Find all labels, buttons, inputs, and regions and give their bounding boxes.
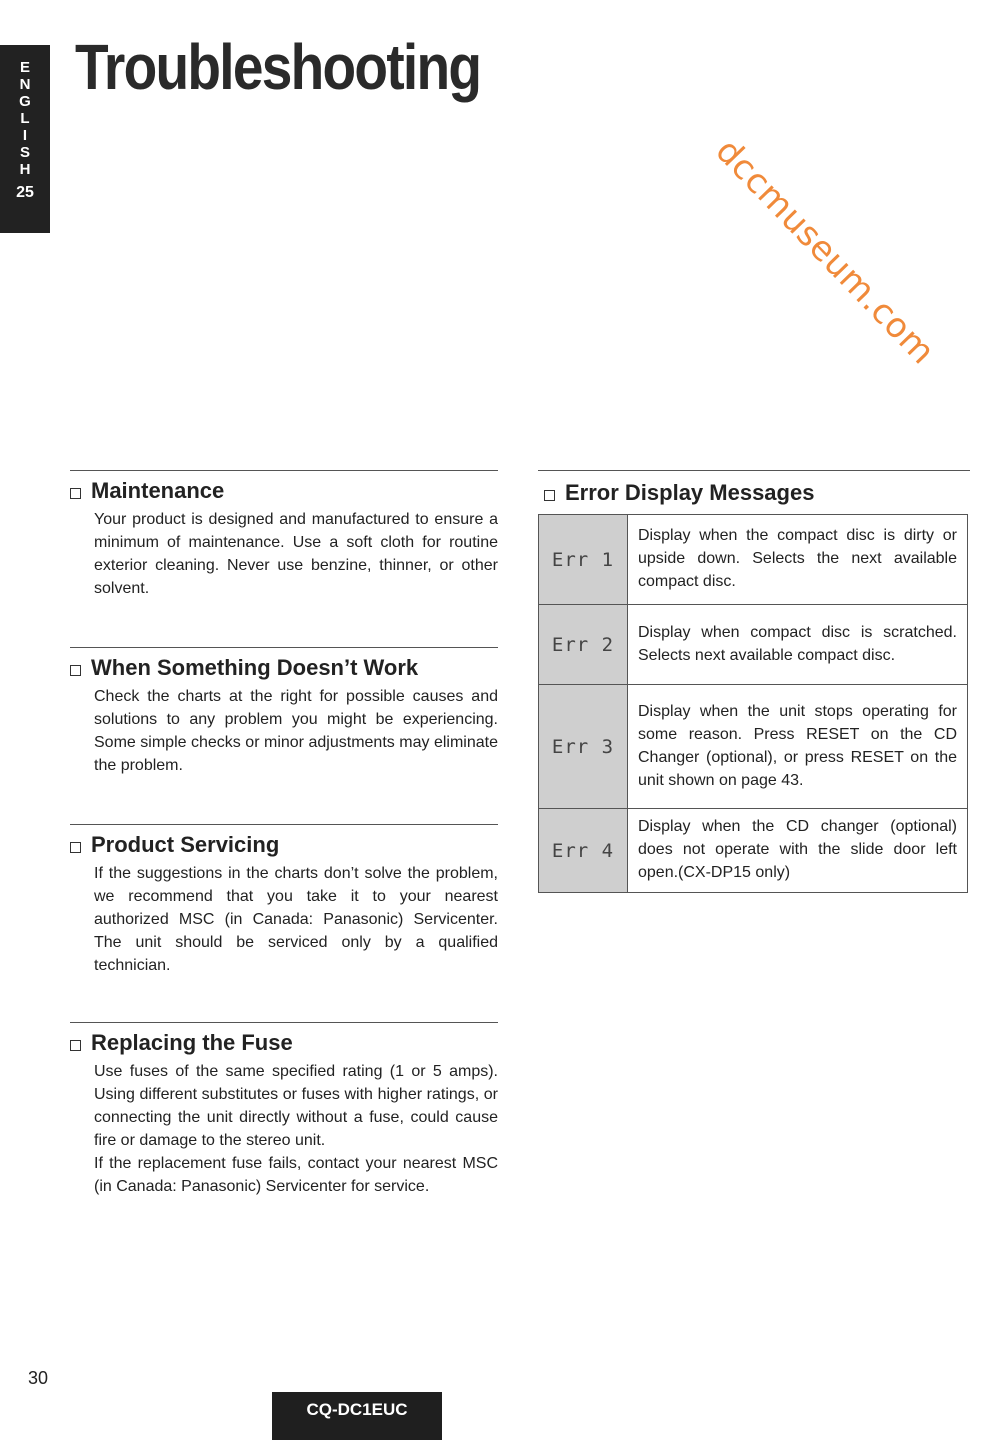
doesnt-work-heading [70, 655, 498, 681]
divider [70, 470, 498, 471]
watermark: dccmuseum.com [707, 131, 943, 373]
checkbox-bullet-icon [70, 665, 81, 676]
language-side-tab [0, 45, 50, 233]
page-title: Troubleshooting [75, 31, 481, 103]
doesnt-work-section [70, 647, 498, 777]
section-number: 25 [16, 184, 34, 201]
error-code: Err 4 [539, 809, 628, 893]
error-code: Err 3 [539, 685, 628, 809]
error-table [538, 514, 968, 893]
servicing-body: If the suggestions in the charts don’t solve the problem, we recommend that you take it to your nearest authorized MSC (in Canada: Panasonic) Servicenter. The unit should be serviced only by a qualified technician. [94, 865, 498, 974]
error-code: Err 2 [539, 605, 628, 685]
servicing-heading [70, 832, 498, 858]
maintenance-section [70, 470, 498, 600]
divider [70, 647, 498, 648]
checkbox-bullet-icon [70, 488, 81, 499]
divider [70, 824, 498, 825]
model-badge: CQ-DC1EUC [272, 1392, 442, 1440]
maintenance-body: Your product is designed and manufactured to ensure a minimum of maintenance. Use a soft cloth for routine exterior cleaning. Never use benzine, thinner, or other solvent. [94, 511, 498, 597]
fuse-body-1: Use fuses of the same specified rating (1 or 5 amps). Using different substitutes or fuses with higher ratings, or connecting the unit directly without a fuse, could cause fire or damage to the stereo unit. [94, 1063, 498, 1149]
language-label: E N G L I S H [19, 59, 31, 178]
divider [538, 470, 970, 471]
doesnt-work-heading-text: When Something Doesn’t Work [91, 655, 419, 680]
error-messages-heading-text: Error Display Messages [565, 480, 815, 505]
table-row [539, 515, 968, 605]
error-description: Display when the compact disc is dirty or upside down. Selects the next available compact disc. [628, 515, 968, 605]
maintenance-heading [70, 478, 498, 504]
servicing-section [70, 824, 498, 977]
doesnt-work-body: Check the charts at the right for possible causes and solutions to any problem you might be experiencing. Some simple checks or minor adjustments may eliminate the problem. [94, 688, 498, 774]
error-messages-heading [544, 480, 970, 506]
fuse-section [70, 1022, 498, 1198]
checkbox-bullet-icon [544, 490, 555, 501]
maintenance-heading-text: Maintenance [91, 478, 225, 503]
fuse-body-2: If the replacement fuse fails, contact your nearest MSC (in Canada: Panasonic) Servicenter for service. [94, 1155, 498, 1195]
page-number: 30 [28, 1368, 49, 1388]
checkbox-bullet-icon [70, 842, 81, 853]
checkbox-bullet-icon [70, 1040, 81, 1051]
error-description: Display when the unit stops operating for some reason. Press RESET on the CD Changer (optional), or press RESET on the unit shown on page 43. [628, 685, 968, 809]
fuse-heading-text: Replacing the Fuse [91, 1030, 293, 1055]
error-description: Display when the CD changer (optional) does not operate with the slide door left open.(CX-DP15 only) [628, 809, 968, 893]
table-row [539, 605, 968, 685]
fuse-heading [70, 1030, 498, 1056]
servicing-heading-text: Product Servicing [91, 832, 280, 857]
error-messages-section [538, 470, 970, 893]
error-description: Display when compact disc is scratched. Selects next available compact disc. [628, 605, 968, 685]
table-row [539, 809, 968, 893]
error-code: Err 1 [539, 515, 628, 605]
divider [70, 1022, 498, 1023]
table-row [539, 685, 968, 809]
